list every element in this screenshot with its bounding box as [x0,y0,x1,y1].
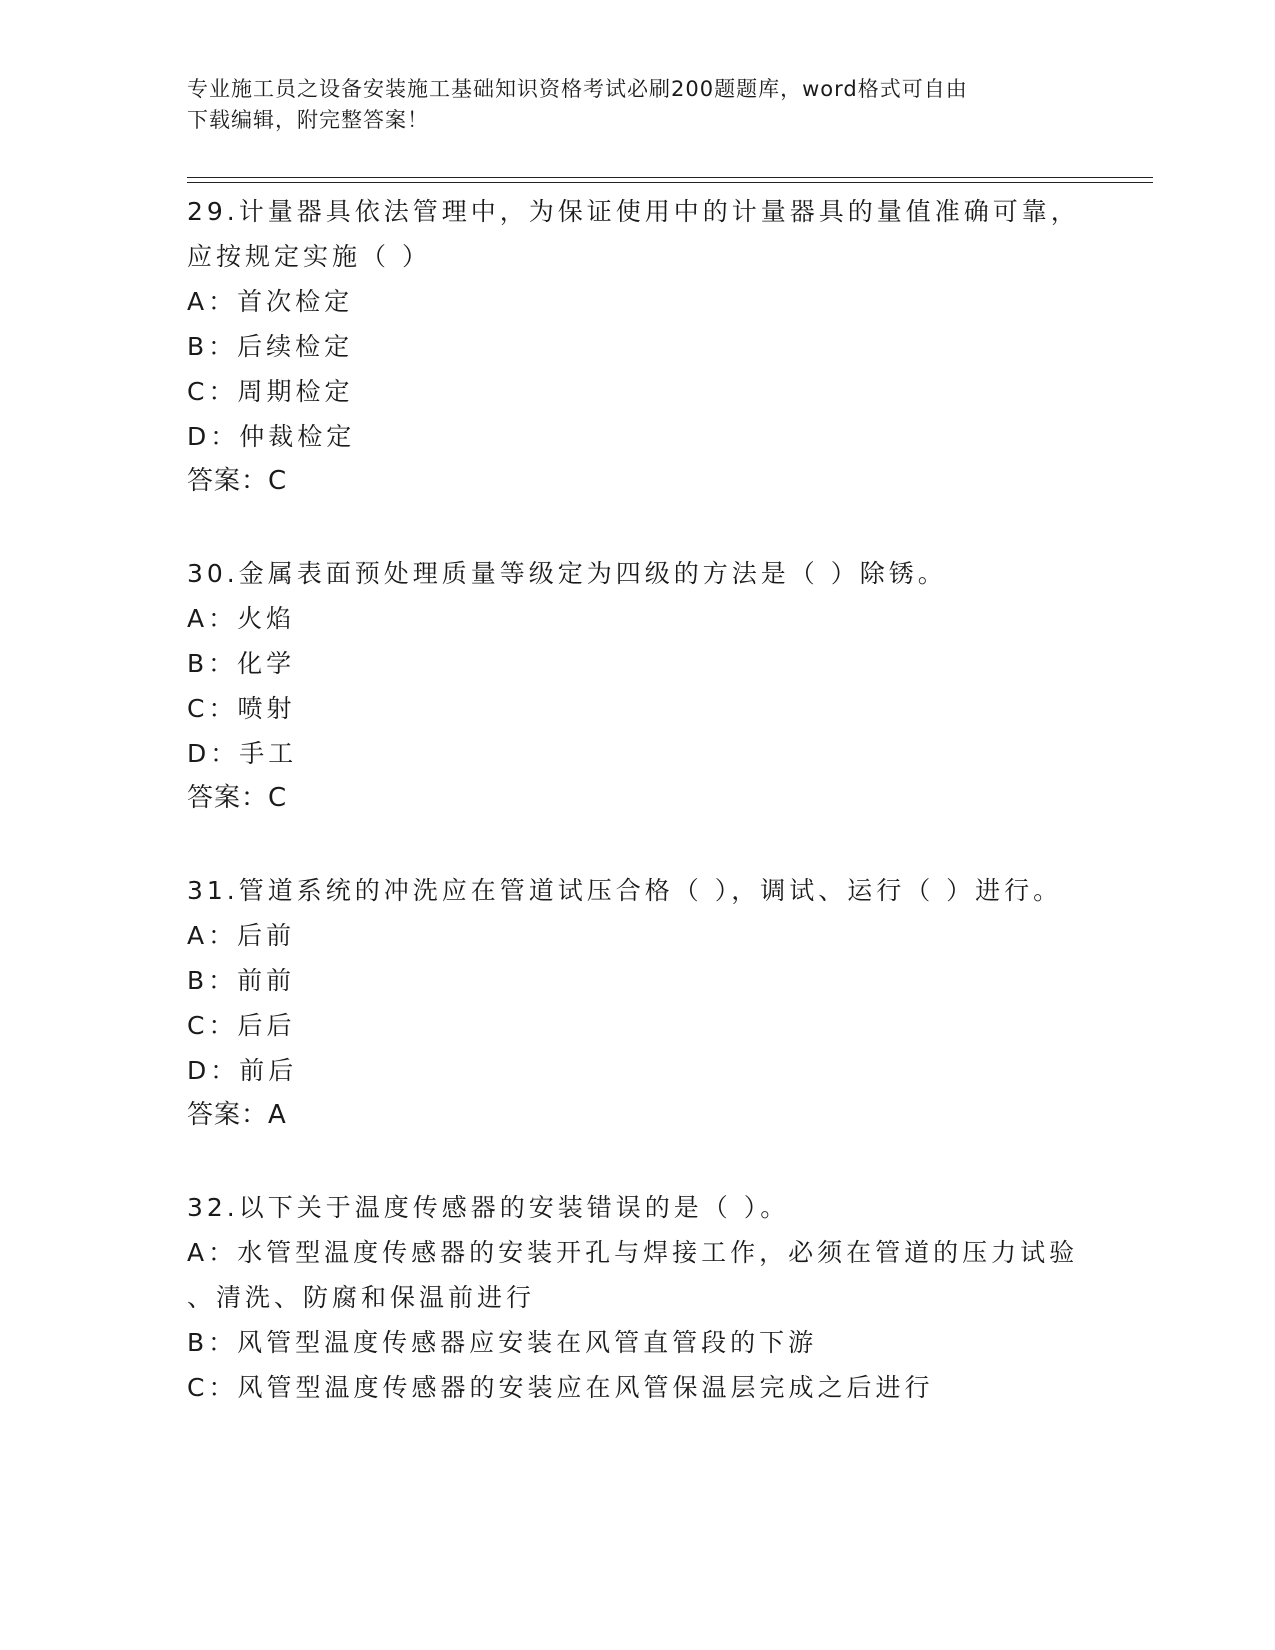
question-list [187,189,1087,1410]
header-line-2: 下载编辑，附完整答案！ [187,108,429,132]
answer: 答案：C [187,783,288,813]
option-a: A：后前 [187,921,296,950]
option-b: B：前前 [187,966,296,995]
question-32 [187,1185,1087,1410]
option-d: D：仲裁检定 [187,422,356,451]
option-a-continued: 、清洗、防腐和保温前进行 [187,1283,536,1312]
option-a: A：火焰 [187,604,296,633]
document-header [187,74,1067,136]
option-c: C：风管型温度传感器的安装应在风管保温层完成之后进行 [187,1373,934,1402]
question-stem: 30.金属表面预处理质量等级定为四级的方法是（ ）除锈。 [187,559,947,588]
option-b: B：风管型温度传感器应安装在风管直管段的下游 [187,1328,818,1357]
option-a: A：首次检定 [187,287,354,316]
option-b: B：化学 [187,649,296,678]
header-rule-top [187,177,1153,178]
header-line-1: 专业施工员之设备安装施工基础知识资格考试必刷200题题库，word格式可自由 [187,77,968,101]
answer: 答案：C [187,466,288,496]
question-30 [187,551,1087,821]
option-c: C：后后 [187,1011,296,1040]
option-a: A：水管型温度传感器的安装开孔与焊接工作，必须在管道的压力试验 [187,1238,1079,1267]
question-stem: 29.计量器具依法管理中，为保证使用中的计量器具的量值准确可靠， [187,197,1080,226]
question-31 [187,868,1087,1138]
option-c: C：喷射 [187,694,296,723]
option-b: B：后续检定 [187,332,354,361]
question-stem: 32.以下关于温度传感器的安装错误的是（ ）。 [187,1193,790,1222]
header-rule-bottom [187,182,1153,183]
question-stem: 应按规定实施（ ） [187,242,431,271]
question-stem: 31.管道系统的冲洗应在管道试压合格（ ），调试、运行（ ）进行。 [187,876,1063,905]
question-29 [187,189,1087,504]
answer: 答案：A [187,1100,287,1130]
option-c: C：周期检定 [187,377,354,406]
option-d: D：手工 [187,739,298,768]
option-d: D：前后 [187,1056,298,1085]
